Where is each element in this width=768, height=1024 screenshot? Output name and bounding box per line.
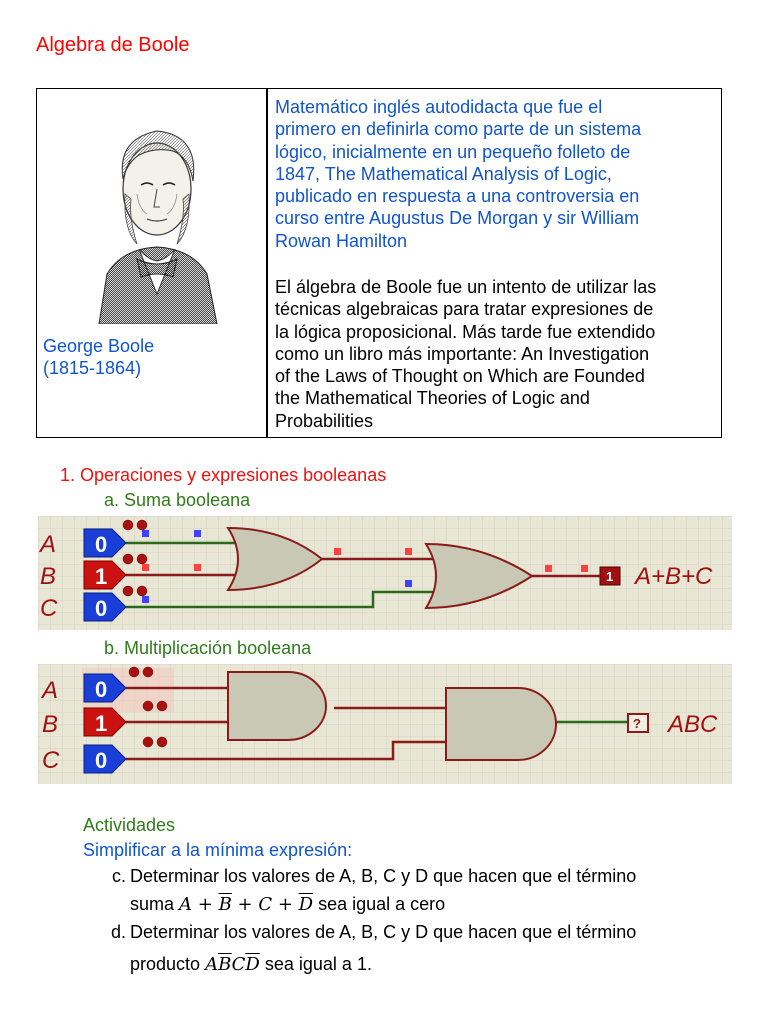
math-term: A bbox=[179, 894, 193, 915]
svg-text:1: 1 bbox=[95, 564, 108, 589]
and-gate-1[interactable] bbox=[228, 672, 326, 740]
math-term: C bbox=[231, 954, 246, 975]
svg-text:0: 0 bbox=[95, 748, 108, 773]
input-label-b: B bbox=[42, 711, 59, 738]
svg-text:1: 1 bbox=[95, 711, 108, 736]
bio-line: curso entre Augustus De Morgan y sir William bbox=[275, 208, 640, 229]
bio-line: la lógica proposicional. Más tarde fue extendido bbox=[275, 321, 656, 342]
logic-probe bbox=[142, 596, 149, 603]
item-text: producto bbox=[130, 954, 201, 974]
input-label-c: C bbox=[42, 747, 60, 774]
logic-probe bbox=[334, 548, 341, 555]
math-term: $\overline{D}$ bbox=[245, 954, 260, 975]
math-expression bbox=[205, 954, 260, 975]
input-label-b: B bbox=[40, 563, 57, 590]
svg-text:0: 0 bbox=[95, 677, 108, 702]
logic-probe bbox=[405, 580, 412, 587]
math-expression: $A + \overline{B} + C + \overline{D}$ bbox=[179, 894, 314, 915]
logic-probe bbox=[545, 565, 552, 572]
bio-text-black bbox=[275, 276, 713, 432]
person-caption bbox=[43, 335, 154, 379]
logic-probe bbox=[142, 564, 149, 571]
logic-probe bbox=[405, 548, 412, 555]
bio-table bbox=[36, 88, 722, 438]
bio-line: Probabilities bbox=[275, 410, 374, 431]
or-circuit bbox=[38, 516, 732, 630]
math-term: A bbox=[205, 954, 219, 975]
actividades-heading: Actividades bbox=[83, 815, 176, 835]
input-label-a: A bbox=[42, 677, 59, 704]
input-label-c: C bbox=[40, 595, 58, 622]
bio-line: the Mathematical Theories of Logic and bbox=[275, 388, 590, 409]
svg-text:0: 0 bbox=[95, 596, 108, 621]
item-line: Determinar los valores de A, B, C y D que hacen que el término bbox=[130, 866, 637, 886]
bio-line: Matemático inglés autodidacta que fue el bbox=[275, 97, 603, 117]
math-term: $\overline{D}$ bbox=[298, 894, 314, 915]
person-years: (1815-1864) bbox=[43, 358, 142, 378]
input-label-a: A bbox=[40, 531, 57, 558]
bio-line: técnicas algebraicas para tratar expresiones de bbox=[275, 299, 654, 320]
page-title: Algebra de Boole bbox=[36, 34, 190, 56]
output-expression: A+B+C bbox=[635, 563, 713, 590]
person-name: George Boole bbox=[43, 336, 155, 356]
output-expression: ABC bbox=[668, 711, 718, 738]
bio-line: publicado en respuesta a una controversia en bbox=[275, 186, 640, 207]
bio-line: primero en definirla como parte de un sistema bbox=[275, 119, 642, 140]
math-term: C bbox=[258, 894, 273, 915]
svg-text:?: ? bbox=[633, 716, 641, 731]
bio-text-blue bbox=[275, 96, 713, 252]
math-term: $\overline{B}$ bbox=[218, 954, 232, 975]
svg-text:1: 1 bbox=[606, 569, 614, 584]
logic-probe bbox=[194, 564, 201, 571]
actividades-instruction: Simplificar a la mínima expresión: bbox=[83, 840, 353, 860]
portrait-image bbox=[77, 99, 237, 324]
bio-line: 1847, The Mathematical Analysis of Logic, bbox=[275, 163, 612, 184]
logic-probe bbox=[142, 530, 149, 537]
item-text: sea igual a cero bbox=[318, 894, 446, 914]
item-line-2 bbox=[130, 954, 372, 975]
logic-probe bbox=[194, 530, 201, 537]
section-heading: 1. Operaciones y expresiones booleanas bbox=[60, 465, 387, 485]
mult-heading: b. Multiplicación booleana bbox=[104, 638, 312, 658]
item-text: suma bbox=[130, 894, 175, 914]
and-circuit bbox=[38, 664, 732, 784]
item-text: sea igual a 1. bbox=[264, 954, 372, 974]
output-indicator bbox=[628, 714, 648, 732]
and-gate-2[interactable] bbox=[446, 688, 556, 760]
item-label: d. bbox=[110, 922, 126, 942]
logic-probe bbox=[581, 565, 588, 572]
bio-line: El álgebra de Boole fue un intento de utilizar las bbox=[275, 277, 657, 297]
math-term: $\overline{B}$ bbox=[218, 894, 232, 915]
item-label: c. bbox=[111, 866, 126, 886]
item-line: Determinar los valores de A, B, C y D que hacen que el término bbox=[130, 922, 637, 942]
suma-heading: a. Suma booleana bbox=[104, 490, 251, 510]
bio-line: of the Laws of Thought on Which are Founded bbox=[275, 366, 645, 387]
bio-line: Rowan Hamilton bbox=[275, 230, 408, 251]
bio-line: como un libro más importante: An Investigation bbox=[275, 343, 650, 364]
bio-line: lógico, inicialmente en un pequeño folleto de bbox=[275, 141, 631, 162]
output-indicator bbox=[600, 567, 620, 585]
table-divider bbox=[266, 89, 268, 437]
svg-text:0: 0 bbox=[95, 532, 108, 557]
item-line-2 bbox=[130, 894, 445, 915]
